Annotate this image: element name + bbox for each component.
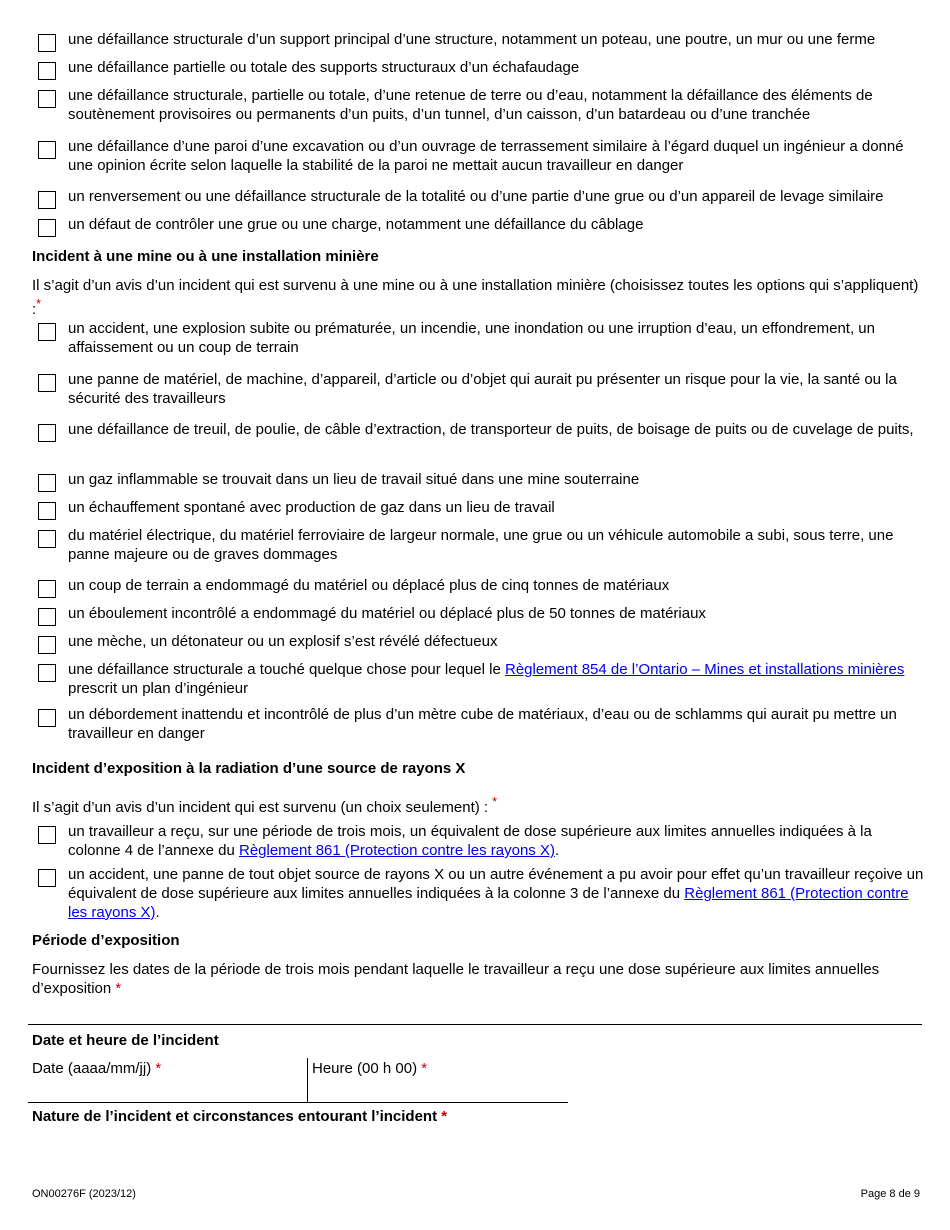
divider <box>28 1024 922 1025</box>
label-text: une défaillance structurale a touché quelque chose pour lequel le <box>68 661 505 678</box>
checkbox[interactable] <box>38 636 56 654</box>
label-text: un accident, une panne de tout objet source de rayons X ou un autre événement a pu avoir pour effet qu’un travailleur reçoive un équivalent de dose supérieure aux limites annuelles indiquées à la colonne 3 de l’annexe du <box>68 866 924 902</box>
label-text: un travailleur a reçu, sur une période de trois mois, un équivalent de dose supérieure aux limites annuelles indiquées à la colonne 4 de l’annexe du <box>68 823 872 859</box>
checkbox-label: un éboulement incontrôlé a endommagé du matériel ou déplacé plus de 50 tonnes de matériaux <box>68 605 706 622</box>
checkbox[interactable] <box>38 62 56 80</box>
checkbox-label: un échauffement spontané avec production de gaz dans un lieu de travail <box>68 499 555 516</box>
exposure-intro <box>32 960 922 998</box>
required-marker: * <box>492 795 498 809</box>
checkbox[interactable] <box>38 34 56 52</box>
label-text: . <box>155 904 160 921</box>
required-marker: * <box>36 297 42 311</box>
label-text: prescrit un plan d’ingénieur <box>68 680 249 697</box>
time-label: Heure (00 h 00) <box>312 1060 418 1077</box>
checkbox-label <box>68 822 928 860</box>
checkbox[interactable] <box>38 580 56 598</box>
checkbox-label: une panne de matériel, de machine, d’appareil, d’article ou d’objet qui aurait pu présenter un risque pour la vie, la santé ou la sécurité des travailleurs <box>68 371 897 407</box>
checkbox[interactable] <box>38 90 56 108</box>
checkbox[interactable] <box>38 869 56 887</box>
checkbox-label: un gaz inflammable se trouvait dans un lieu de travail situé dans une mine souterraine <box>68 471 640 488</box>
nature-field[interactable] <box>32 1108 922 1168</box>
checkbox-label: une défaillance partielle ou totale des supports structuraux d’un échafaudage <box>68 59 580 76</box>
checkbox[interactable] <box>38 323 56 341</box>
checkbox[interactable] <box>38 826 56 844</box>
xray-heading: Incident d’exposition à la radiation d’une source de rayons X <box>32 760 466 777</box>
checkbox-label <box>68 865 928 922</box>
xray-intro <box>32 793 922 817</box>
regulation-861-link[interactable]: Règlement 861 (Protection contre les rayons X) <box>238 842 555 859</box>
required-marker: * <box>421 1060 428 1077</box>
checkbox-label: une défaillance d’une paroi d’une excavation ou d’un ouvrage de terrassement similaire à l’égard duquel un ingénieur a donné une opinion écrite selon laquelle la stabilité de la paroi ne mettait aucun travailleur en danger <box>68 138 904 174</box>
xray-intro-text: Il s’agit d’un avis d’un incident qui est survenu (un choix seulement) : <box>32 799 489 816</box>
checkbox-label: une défaillance structurale d’un support principal d’une structure, notamment un poteau, une poutre, un mur ou une ferme <box>68 31 876 48</box>
checkbox[interactable] <box>38 374 56 392</box>
checkbox[interactable] <box>38 502 56 520</box>
required-marker: * <box>115 980 122 997</box>
checkbox[interactable] <box>38 474 56 492</box>
checkbox-label: du matériel électrique, du matériel ferroviaire de largeur normale, une grue ou un véhicule automobile a subi, sous terre, une panne majeure ou de graves dommages <box>68 527 894 563</box>
checkbox-label: un coup de terrain a endommagé du matériel ou déplacé plus de cinq tonnes de matériaux <box>68 577 670 594</box>
checkbox[interactable] <box>38 219 56 237</box>
exposure-heading: Période d’exposition <box>32 932 180 949</box>
mine-intro-text: Il s’agit d’un avis d’un incident qui est survenu à une mine ou à une installation minière (choisissez toutes les options qui s’appliquent) : <box>32 277 919 318</box>
regulation-861-link[interactable]: Règlement 861 (Protection contre les rayons X) <box>68 885 909 921</box>
required-marker: * <box>155 1060 162 1077</box>
date-field[interactable] <box>32 1060 302 1100</box>
form-id: ON00276F (2023/12) <box>32 1188 136 1200</box>
checkbox-label: un renversement ou une défaillance structurale de la totalité ou d’une partie d’une grue ou d’un appareil de levage similaire <box>68 188 884 205</box>
divider <box>28 1102 568 1103</box>
checkbox[interactable] <box>38 709 56 727</box>
date-label: Date (aaaa/mm/jj) <box>32 1060 152 1077</box>
exposure-intro-text: Fournissez les dates de la période de trois mois pendant laquelle le travailleur a reçu une dose supérieure aux limites annuelles d’exposition <box>32 961 880 997</box>
checkbox-label: une mèche, un détonateur ou un explosif s’est révélé défectueux <box>68 633 498 650</box>
required-marker: * <box>441 1108 448 1125</box>
checkbox-label: un débordement inattendu et incontrôlé de plus d’un mètre cube de matériaux, d’eau ou de schlamms qui aurait pu mettre un travailleur en danger <box>68 706 897 742</box>
checkbox[interactable] <box>38 141 56 159</box>
checkbox[interactable] <box>38 424 56 442</box>
checkbox-label: un accident, une explosion subite ou prématurée, un incendie, une inondation ou une irruption d’eau, un effondrement, un affaissement ou un coup de terrain <box>68 320 875 356</box>
checkbox[interactable] <box>38 530 56 548</box>
checkbox[interactable] <box>38 664 56 682</box>
checkbox[interactable] <box>38 191 56 209</box>
nature-heading: Nature de l’incident et circonstances entourant l’incident <box>32 1108 438 1125</box>
page-number: Page 8 de 9 <box>860 1188 920 1200</box>
label-text: . <box>554 842 560 859</box>
mine-intro <box>32 276 922 319</box>
incident-datetime-heading: Date et heure de l’incident <box>32 1032 219 1049</box>
checkbox-label: un défaut de contrôler une grue ou une charge, notamment une défaillance du câblage <box>68 216 644 233</box>
checkbox-label <box>68 660 928 698</box>
time-field[interactable] <box>312 1060 562 1100</box>
checkbox-label: une défaillance structurale, partielle ou totale, d’une retenue de terre ou d’eau, notamment la défaillance des éléments de soutènement provisoires ou permanents d’un puits, d’un tunnel, d’un caisson, d’un batardeau ou d’une tranchée <box>68 87 873 123</box>
checkbox-label: une défaillance de treuil, de poulie, de câble d’extraction, de transporteur de puits, de boisage de puits ou de cuvelage de puits, <box>68 421 914 438</box>
checkbox[interactable] <box>38 608 56 626</box>
divider <box>307 1058 308 1102</box>
mine-heading: Incident à une mine ou à une installation minière <box>32 248 379 265</box>
regulation-854-link[interactable]: Règlement 854 de l’Ontario – Mines et installations minières <box>504 661 905 678</box>
